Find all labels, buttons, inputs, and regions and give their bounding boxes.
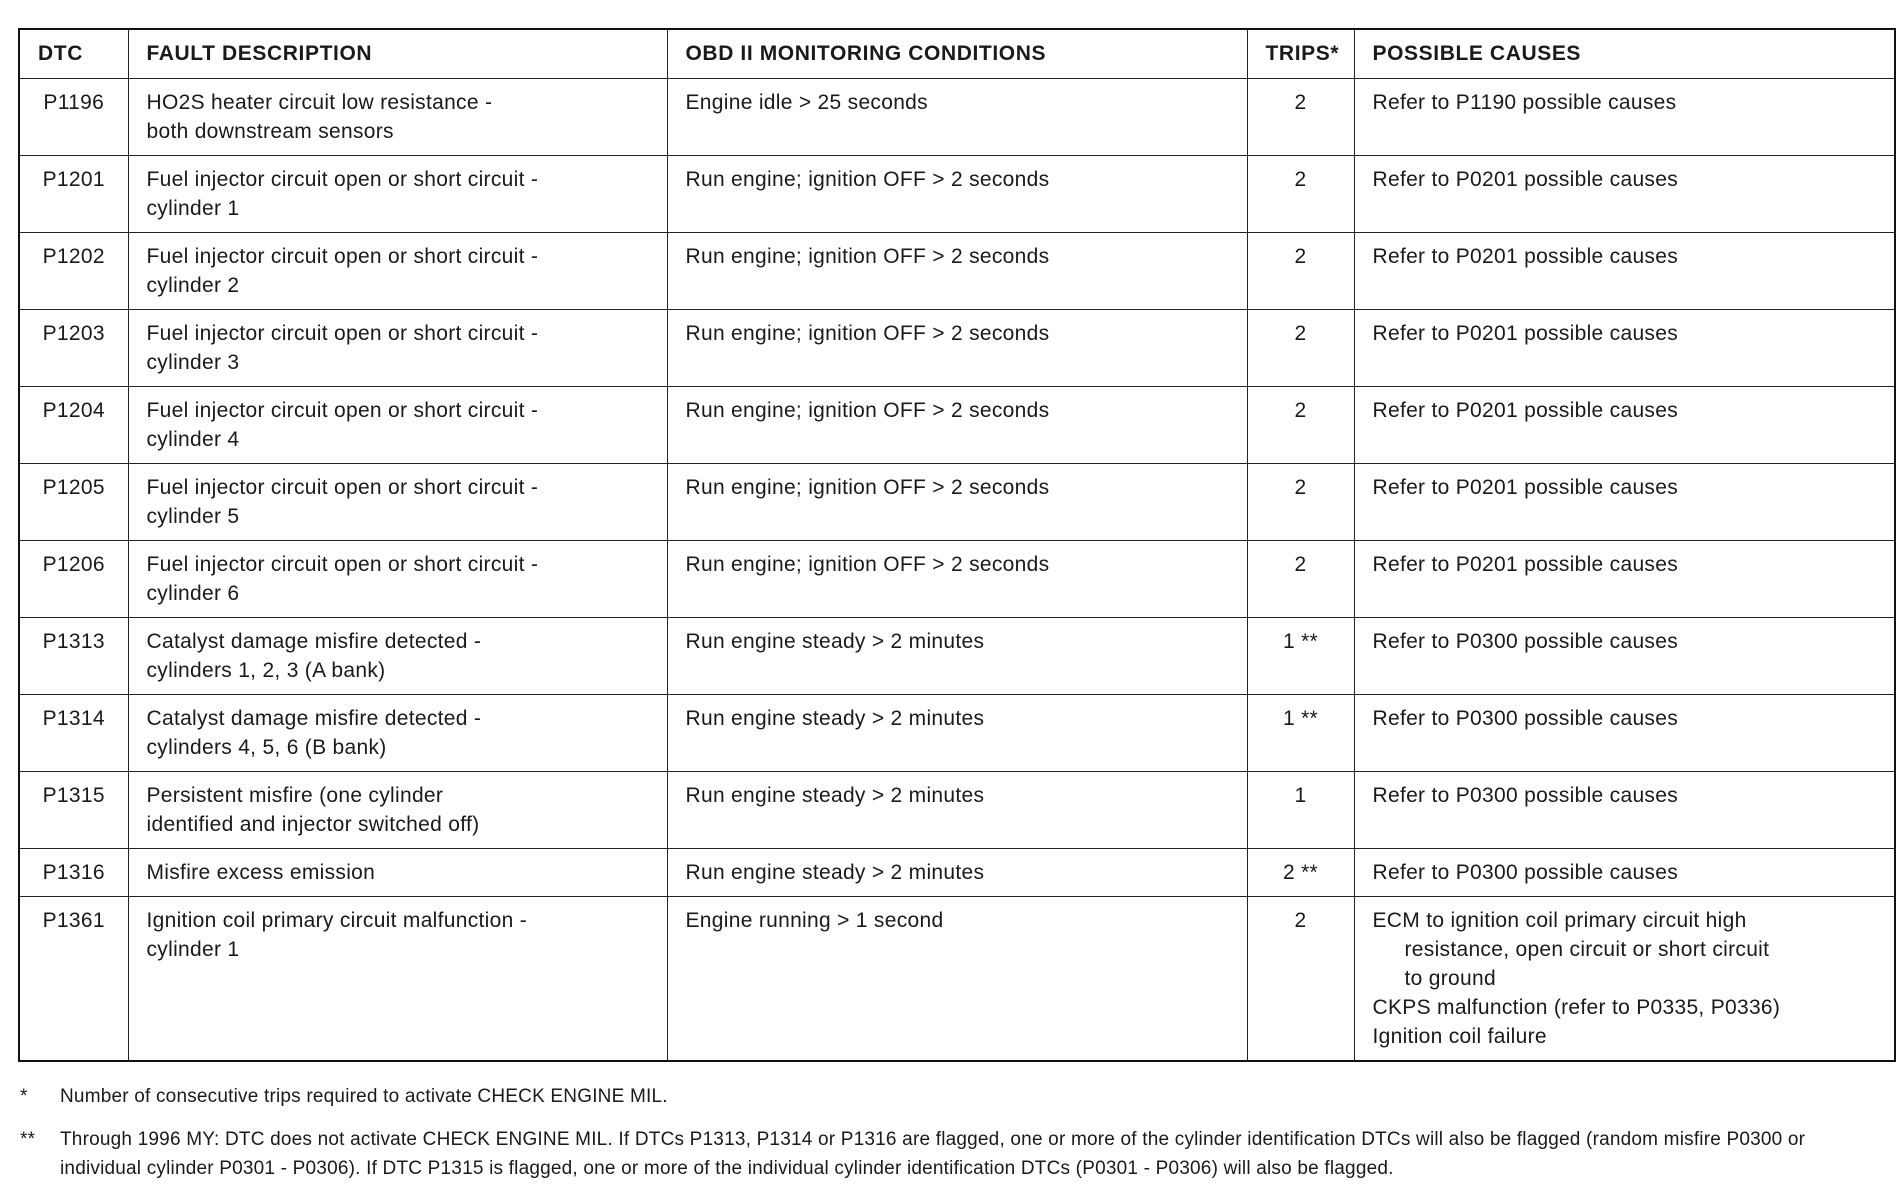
possible-causes bbox=[1354, 618, 1895, 695]
monitoring-conditions: Engine running > 1 second bbox=[667, 897, 1247, 1062]
fault-description-line: Misfire excess emission bbox=[146, 861, 376, 884]
table-row bbox=[19, 695, 1895, 772]
trips-count: 2 bbox=[1247, 464, 1354, 541]
trips-count: 2 bbox=[1247, 897, 1354, 1062]
fault-description bbox=[128, 695, 667, 772]
dtc-code: P1202 bbox=[19, 233, 128, 310]
dtc-code: P1316 bbox=[19, 849, 128, 897]
fault-description bbox=[128, 310, 667, 387]
fault-description bbox=[128, 618, 667, 695]
fault-description-line: cylinder 3 bbox=[146, 351, 240, 374]
monitoring-conditions: Run engine steady > 2 minutes bbox=[667, 849, 1247, 897]
possible-cause-line: ECM to ignition coil primary circuit high bbox=[1372, 909, 1747, 932]
fault-description-line: cylinder 4 bbox=[146, 428, 240, 451]
fault-description-line: cylinder 1 bbox=[146, 197, 240, 220]
fault-description-line: Fuel injector circuit open or short circuit - bbox=[146, 476, 539, 499]
fault-description-line: identified and injector switched off) bbox=[146, 813, 480, 836]
trips-count: 2 bbox=[1247, 233, 1354, 310]
fault-description-line: cylinder 5 bbox=[146, 505, 240, 528]
fault-description bbox=[128, 464, 667, 541]
monitoring-conditions: Run engine; ignition OFF > 2 seconds bbox=[667, 541, 1247, 618]
fault-description bbox=[128, 772, 667, 849]
possible-cause-line: Refer to P0300 possible causes bbox=[1372, 784, 1679, 807]
table-row bbox=[19, 387, 1895, 464]
table-row bbox=[19, 233, 1895, 310]
possible-cause-line: Ignition coil failure bbox=[1372, 1025, 1547, 1048]
monitoring-conditions: Run engine steady > 2 minutes bbox=[667, 772, 1247, 849]
footnote-text: Through 1996 MY: DTC does not activate CHECK ENGINE MIL. If DTCs P1313, P1314 or P1316 are flagged, one or more of the cylinder identification DTCs will also be flagged (random misfire P0300 or individual cylinder P0301 - P0306). If DTC P1315 is flagged, one or more of the individual cylinder identification DTCs (P0301 - P0306) will also be flagged. bbox=[60, 1129, 1806, 1179]
fault-description bbox=[128, 541, 667, 618]
monitoring-conditions: Engine idle > 25 seconds bbox=[667, 79, 1247, 156]
dtc-code: P1315 bbox=[19, 772, 128, 849]
fault-description-line: Fuel injector circuit open or short circuit - bbox=[146, 553, 539, 576]
possible-cause-line: resistance, open circuit or short circuit bbox=[1404, 938, 1770, 961]
dtc-code: P1361 bbox=[19, 897, 128, 1062]
fault-description-line: cylinder 1 bbox=[146, 938, 240, 961]
fault-description bbox=[128, 156, 667, 233]
fault-description-line: Persistent misfire (one cylinder bbox=[146, 784, 444, 807]
dtc-code: P1203 bbox=[19, 310, 128, 387]
footnote bbox=[18, 1082, 1894, 1111]
possible-cause-line: Refer to P0201 possible causes bbox=[1372, 168, 1679, 191]
possible-cause-line: to ground bbox=[1404, 967, 1496, 990]
table-row bbox=[19, 79, 1895, 156]
dtc-code: P1205 bbox=[19, 464, 128, 541]
table-row bbox=[19, 156, 1895, 233]
possible-cause-line: Refer to P0201 possible causes bbox=[1372, 476, 1679, 499]
header-dtc: DTC bbox=[19, 29, 128, 79]
trips-count: 2 bbox=[1247, 541, 1354, 618]
trips-count: 2 ** bbox=[1247, 849, 1354, 897]
dtc-code: P1313 bbox=[19, 618, 128, 695]
fault-description-line: Fuel injector circuit open or short circuit - bbox=[146, 168, 539, 191]
fault-description-line: Ignition coil primary circuit malfunction - bbox=[146, 909, 528, 932]
footnote bbox=[18, 1125, 1894, 1183]
fault-description bbox=[128, 233, 667, 310]
possible-cause-line: Refer to P0300 possible causes bbox=[1372, 707, 1679, 730]
monitoring-conditions: Run engine steady > 2 minutes bbox=[667, 618, 1247, 695]
fault-description-line: cylinder 2 bbox=[146, 274, 240, 297]
fault-description bbox=[128, 897, 667, 1062]
footnote-marker: * bbox=[20, 1086, 28, 1107]
table-body bbox=[19, 79, 1895, 1062]
possible-causes bbox=[1354, 541, 1895, 618]
dtc-code: P1206 bbox=[19, 541, 128, 618]
fault-description-line: both downstream sensors bbox=[146, 120, 394, 143]
fault-description-line: Catalyst damage misfire detected - bbox=[146, 707, 482, 730]
table-row bbox=[19, 618, 1895, 695]
table-row bbox=[19, 541, 1895, 618]
table-row bbox=[19, 464, 1895, 541]
monitoring-conditions: Run engine; ignition OFF > 2 seconds bbox=[667, 387, 1247, 464]
possible-cause-line: Refer to P0300 possible causes bbox=[1372, 630, 1679, 653]
possible-cause-line: Refer to P0300 possible causes bbox=[1372, 861, 1679, 884]
trips-count: 1 ** bbox=[1247, 695, 1354, 772]
possible-cause-line: Refer to P0201 possible causes bbox=[1372, 322, 1679, 345]
dtc-code: P1314 bbox=[19, 695, 128, 772]
possible-cause-line: Refer to P0201 possible causes bbox=[1372, 553, 1679, 576]
fault-description-line: cylinders 4, 5, 6 (B bank) bbox=[146, 736, 387, 759]
table-row bbox=[19, 310, 1895, 387]
header-possible-causes: POSSIBLE CAUSES bbox=[1354, 29, 1895, 79]
possible-causes bbox=[1354, 310, 1895, 387]
monitoring-conditions: Run engine; ignition OFF > 2 seconds bbox=[667, 464, 1247, 541]
possible-cause-line: Refer to P0201 possible causes bbox=[1372, 245, 1679, 268]
possible-cause-line: Refer to P0201 possible causes bbox=[1372, 399, 1679, 422]
fault-description-line: Fuel injector circuit open or short circuit - bbox=[146, 245, 539, 268]
possible-causes bbox=[1354, 156, 1895, 233]
possible-causes bbox=[1354, 464, 1895, 541]
header-fault-description: FAULT DESCRIPTION bbox=[128, 29, 667, 79]
possible-causes bbox=[1354, 849, 1895, 897]
dtc-table bbox=[18, 28, 1896, 1062]
fault-description-line: cylinder 6 bbox=[146, 582, 240, 605]
fault-description bbox=[128, 79, 667, 156]
trips-count: 2 bbox=[1247, 310, 1354, 387]
trips-count: 1 ** bbox=[1247, 618, 1354, 695]
document-page bbox=[18, 28, 1894, 1197]
header-monitoring-conditions: OBD II MONITORING CONDITIONS bbox=[667, 29, 1247, 79]
table-row bbox=[19, 772, 1895, 849]
dtc-code: P1196 bbox=[19, 79, 128, 156]
trips-count: 2 bbox=[1247, 156, 1354, 233]
possible-causes bbox=[1354, 387, 1895, 464]
fault-description-line: cylinders 1, 2, 3 (A bank) bbox=[146, 659, 386, 682]
fault-description-line: HO2S heater circuit low resistance - bbox=[146, 91, 493, 114]
fault-description-line: Fuel injector circuit open or short circuit - bbox=[146, 399, 539, 422]
footnote-text: Number of consecutive trips required to activate CHECK ENGINE MIL. bbox=[60, 1086, 668, 1107]
table-row bbox=[19, 849, 1895, 897]
trips-count: 1 bbox=[1247, 772, 1354, 849]
monitoring-conditions: Run engine; ignition OFF > 2 seconds bbox=[667, 310, 1247, 387]
fault-description-line: Fuel injector circuit open or short circuit - bbox=[146, 322, 539, 345]
fault-description bbox=[128, 849, 667, 897]
trips-count: 2 bbox=[1247, 387, 1354, 464]
possible-causes bbox=[1354, 772, 1895, 849]
footnote-marker: ** bbox=[20, 1129, 36, 1150]
dtc-code: P1201 bbox=[19, 156, 128, 233]
dtc-code: P1204 bbox=[19, 387, 128, 464]
fault-description bbox=[128, 387, 667, 464]
footnotes bbox=[18, 1082, 1894, 1183]
header-trips: TRIPS* bbox=[1247, 29, 1354, 79]
possible-causes bbox=[1354, 695, 1895, 772]
table-header-row bbox=[19, 29, 1895, 79]
monitoring-conditions: Run engine; ignition OFF > 2 seconds bbox=[667, 156, 1247, 233]
trips-count: 2 bbox=[1247, 79, 1354, 156]
possible-causes bbox=[1354, 897, 1895, 1062]
monitoring-conditions: Run engine; ignition OFF > 2 seconds bbox=[667, 233, 1247, 310]
possible-causes bbox=[1354, 79, 1895, 156]
possible-cause-line: Refer to P1190 possible causes bbox=[1372, 91, 1677, 114]
table-row bbox=[19, 897, 1895, 1062]
fault-description-line: Catalyst damage misfire detected - bbox=[146, 630, 482, 653]
possible-causes bbox=[1354, 233, 1895, 310]
monitoring-conditions: Run engine steady > 2 minutes bbox=[667, 695, 1247, 772]
possible-cause-line: CKPS malfunction (refer to P0335, P0336) bbox=[1372, 996, 1781, 1019]
